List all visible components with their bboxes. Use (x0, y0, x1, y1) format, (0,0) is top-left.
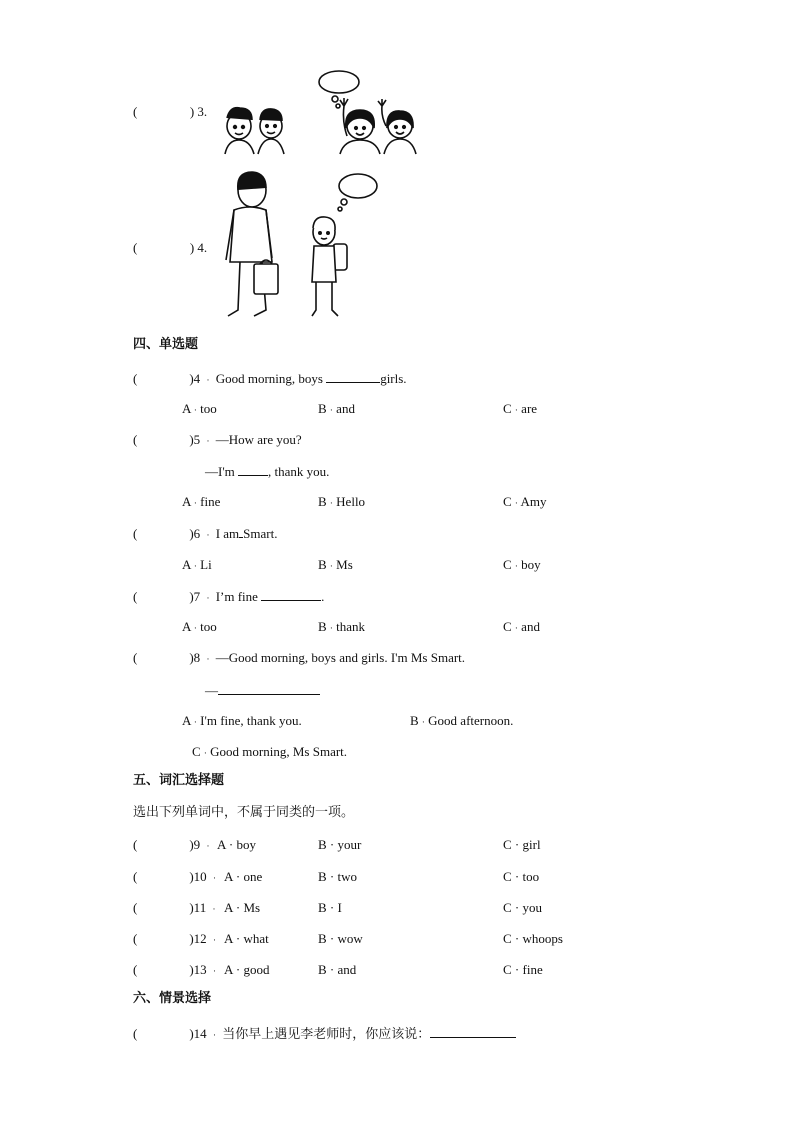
answer-paren-open: ( (133, 589, 138, 604)
answer-blank[interactable] (261, 588, 321, 601)
question-number: )11 (189, 900, 207, 915)
dot-separator: · (206, 436, 210, 446)
question-7 (133, 588, 324, 606)
question-9: ( )9 · (133, 837, 210, 852)
section-heading-single-choice: 四、单选题 (133, 337, 199, 352)
question-text-end: Smart. (243, 526, 278, 541)
answer-paren-open: ( (133, 1026, 138, 1041)
q4-option-a[interactable]: A · too (182, 401, 217, 416)
q12-option-b[interactable]: B · wow (318, 931, 363, 946)
question-8-line2: — (205, 682, 320, 699)
question-4 (133, 370, 407, 388)
q6-option-c[interactable]: C · boy (503, 557, 541, 572)
answer-blank[interactable] (326, 370, 380, 383)
question-6 (133, 525, 277, 543)
answer-paren-open: ( (133, 650, 138, 665)
question-text: I am (215, 526, 240, 541)
q6-option-b[interactable]: B · Ms (318, 557, 353, 572)
section-instruction: 选出下列单词中，不属于同类的一项。 (133, 805, 355, 820)
answer-blank[interactable] (430, 1025, 516, 1038)
item4-number: ) 4. (189, 240, 208, 255)
q11-option-c[interactable]: C · you (503, 900, 542, 915)
question-5 (133, 432, 302, 449)
section-heading-vocabulary: 五、词汇选择题 (133, 773, 225, 788)
paren-open: ( (133, 104, 138, 119)
question-14 (133, 1025, 516, 1043)
q10-option-c[interactable]: C · too (503, 869, 540, 884)
q9-option-a[interactable]: A · boy (217, 837, 256, 852)
question-text-end: . (321, 589, 325, 604)
dot-separator: · (206, 654, 210, 664)
section-heading-situational: 六、情景选择 (133, 991, 212, 1006)
q13-option-b[interactable]: B · and (318, 962, 357, 977)
q5-option-b[interactable]: B · Hello (318, 494, 366, 509)
answer-paren-open: ( (133, 432, 138, 447)
q6-option-a[interactable]: A · Li (182, 557, 212, 572)
answer-paren-open: ( (133, 371, 138, 386)
q8-option-b[interactable]: B · Good afternoon. (410, 713, 514, 728)
dot-separator: · (206, 375, 210, 385)
question-number: )9 (189, 837, 201, 852)
q9-option-b[interactable]: B · your (318, 837, 362, 852)
q5-option-c[interactable]: C · Amy (503, 494, 547, 509)
question-number: )4 (189, 371, 201, 386)
question-text: Good morning, boys (215, 371, 327, 386)
item3-number: ) 3. (189, 104, 208, 119)
answer-blank[interactable] (218, 682, 320, 695)
q4-option-b[interactable]: B · and (318, 401, 355, 416)
question-12: ( )12 · (133, 931, 216, 946)
q8-option-a[interactable]: A · I'm fine, thank you. (182, 713, 302, 728)
question-number: )12 (189, 931, 207, 946)
paren-open: ( (133, 240, 138, 255)
q12-option-c[interactable]: C · whoops (503, 931, 563, 946)
dot-separator: · (206, 530, 210, 540)
question-text: 当你早上遇见李老师时，你应该说： (222, 1027, 431, 1042)
q10-option-b[interactable]: B · two (318, 869, 357, 884)
q4-option-c[interactable]: C · are (503, 401, 538, 416)
question-number: )10 (189, 869, 207, 884)
question-number: )7 (189, 589, 201, 604)
q12-option-a[interactable]: A · what (224, 931, 269, 946)
q7-option-c[interactable]: C · and (503, 619, 540, 634)
dot-separator: · (212, 1030, 216, 1040)
question-13: ( )13 · (133, 962, 216, 977)
question-text-end: girls. (380, 371, 407, 386)
question-number: )5 (189, 432, 201, 447)
q5-option-a[interactable]: A · fine (182, 494, 221, 509)
illustration-man-and-schoolboy (220, 170, 385, 322)
question-text: —How are you? (215, 432, 302, 447)
question-10: ( )10 · (133, 869, 216, 884)
question-11: ( )11 · (133, 900, 216, 915)
q8-option-c[interactable]: C · Good morning, Ms Smart. (192, 744, 348, 759)
illustration-greeting-boys-girls (222, 66, 418, 154)
answer-paren-open: ( (133, 526, 138, 541)
question-number: )8 (189, 650, 201, 665)
q10-option-a[interactable]: A · one (224, 869, 263, 884)
item3-paren (133, 104, 207, 120)
dot-separator: · (206, 593, 210, 603)
q13-option-c[interactable]: C · fine (503, 962, 543, 977)
q11-option-b[interactable]: B · I (318, 900, 342, 915)
q13-option-a[interactable]: A · good (224, 962, 270, 977)
answer-blank[interactable] (238, 463, 268, 476)
q7-option-b[interactable]: B · thank (318, 619, 366, 634)
q7-option-a[interactable]: A · too (182, 619, 217, 634)
question-text: I’m fine (215, 589, 262, 604)
item4-paren (133, 240, 207, 256)
question-number: )13 (189, 962, 207, 977)
question-number: )14 (189, 1026, 207, 1041)
question-text: —Good morning, boys and girls. I'm Ms Smart. (215, 650, 466, 665)
question-number: )6 (189, 526, 201, 541)
q9-option-c[interactable]: C · girl (503, 837, 541, 852)
question-5-line2: —I'm , thank you. (205, 464, 330, 479)
question-8 (133, 650, 465, 667)
q11-option-a[interactable]: A · Ms (224, 900, 261, 915)
